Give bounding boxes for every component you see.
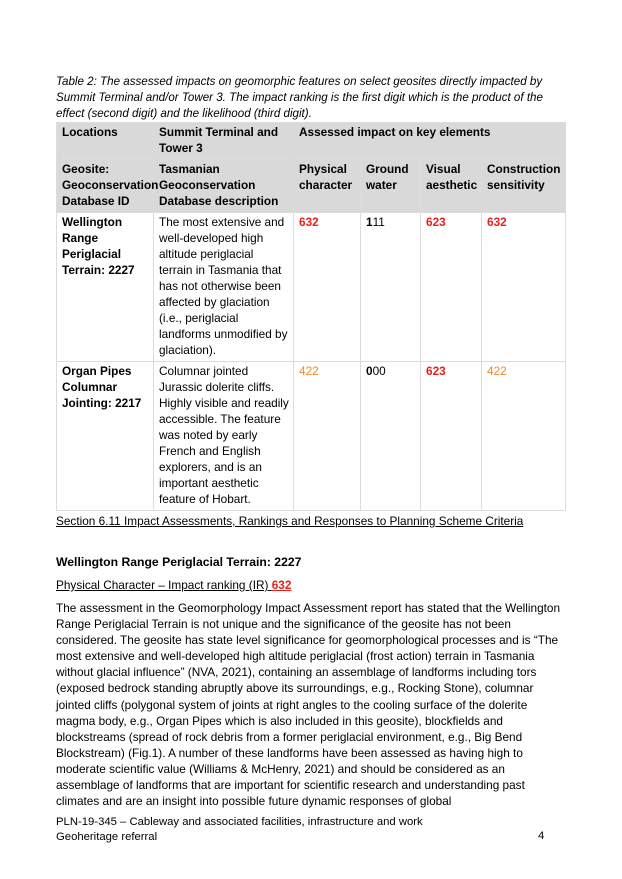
header-construction: Construction sensitivity [482, 160, 566, 213]
table-row [57, 213, 566, 362]
impact-table [56, 122, 566, 511]
row-visual: 623 [421, 362, 482, 511]
page-number: 4 [538, 830, 545, 842]
impact-subheading [56, 578, 291, 592]
header-assessed: Assessed impact on key elements [294, 123, 566, 160]
subheading-ranking: 632 [271, 578, 292, 592]
row-location: Wellington Range Periglacial Terrain: 2227 [57, 213, 154, 362]
page-footer [56, 815, 423, 845]
header-locations: Locations [57, 123, 154, 160]
row-location: Organ Pipes Columnar Jointing: 2217 [57, 362, 154, 511]
section-link[interactable]: Section 6.11 Impact Assessments, Rankings and Responses to Planning Scheme Criteria [56, 514, 524, 528]
row-physical: 422 [294, 362, 361, 511]
table-subheader-row [57, 160, 566, 213]
header-tasmanian: Tasmanian Geoconservation Database description [154, 160, 294, 213]
row-physical: 632 [294, 213, 361, 362]
table-header-row [57, 123, 566, 160]
header-physical: Physical character [294, 160, 361, 213]
subheading-text: Physical Character – Impact ranking (IR) [56, 578, 272, 592]
row-construction: 632 [482, 213, 566, 362]
footer-line-1: PLN-19-345 – Cableway and associated facilities, infrastructure and work [56, 816, 423, 828]
row-visual: 623 [421, 213, 482, 362]
table-row [57, 362, 566, 511]
row-ground: 111 [361, 213, 421, 362]
footer-line-2: Geoheritage referral [56, 831, 158, 843]
table-caption: Table 2: The assessed impacts on geomorphic features on select geosites directly impacted by Summit Terminal and/or Tower 3. The impact ranking is the first digit which is the product of the effect (second digit) and the likelihood (third digit). [56, 75, 543, 120]
row-description: Columnar jointed Jurassic dolerite cliffs. Highly visible and readily accessible. The feature was noted by early French and English explorers, and is an important aesthetic feature of Hobart. [154, 362, 294, 511]
section-heading: Wellington Range Periglacial Terrain: 2227 [56, 555, 302, 569]
header-summit: Summit Terminal and Tower 3 [154, 123, 294, 160]
header-geosite: Geosite: Geoconservation Database ID [57, 160, 154, 213]
row-description: The most extensive and well-developed high altitude periglacial terrain in Tasmania that has not otherwise been affected by glaciation (i.e., periglacial landforms unmodified by glaciation). [154, 213, 294, 362]
header-visual: Visual aesthetic [421, 160, 482, 213]
body-paragraph: The assessment in the Geomorphology Impact Assessment report has stated that the Wellington Range Periglacial Terrain is not unique and the significance of the geosite has not been considered. The geosite has state level significance for geomorphological processes and is “The most extensive and well-developed high altitude periglacial (frost action) terrain in Tasmania without glacial influence” (NVA, 2021), containing an assemblage of landforms including tors (exposed bedrock standing abruptly above its surroundings, e.g., Rocking Stone), columnar jointed cliffs (polygonal system of joints at right angles to the cooling surface of the dolerite magma body, e.g., Organ Pipes which is also included in this geosite), blockfields and blockstreams (spread of rock debris from a former periglacial environment, e.g., Big Bend Blockstream) (Fig.1). A number of these landforms have been assessed as having high to moderate scientific value (Williams & McHenry, 2021) and should be considered as an assemblage of landforms that are important for scientific research and understanding past climates and are an insight into possible future dynamic responses of global [56, 601, 561, 809]
header-ground: Ground water [361, 160, 421, 213]
row-construction: 422 [482, 362, 566, 511]
row-ground: 000 [361, 362, 421, 511]
